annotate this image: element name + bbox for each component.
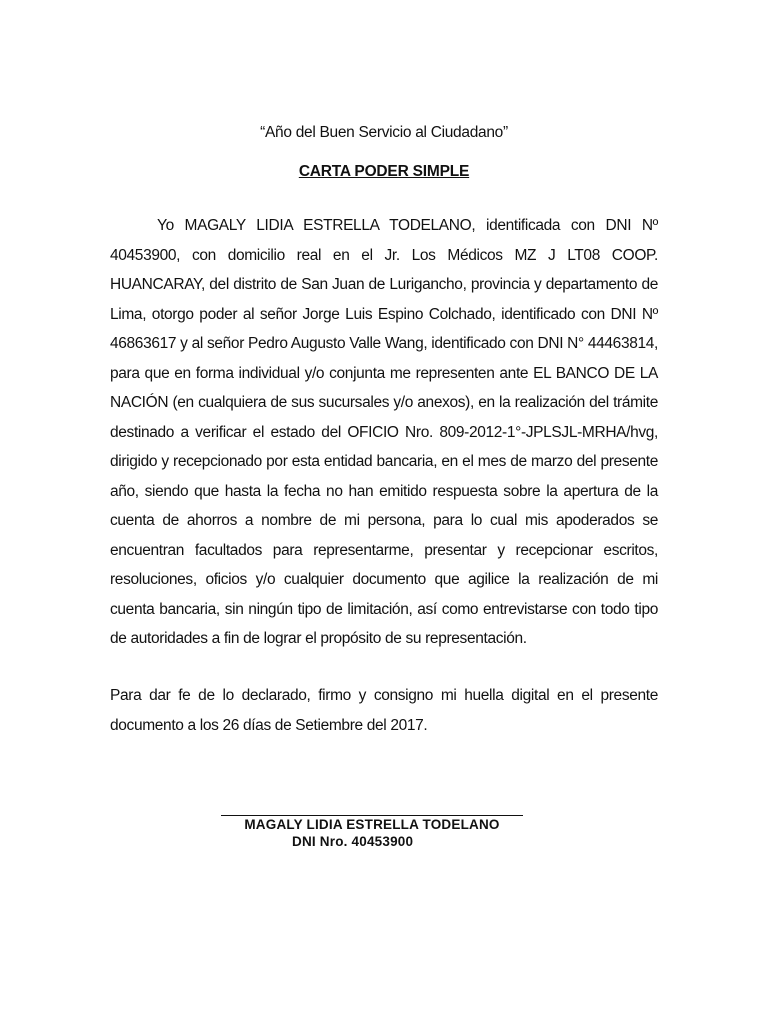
closing-paragraph — [110, 681, 658, 740]
body-line: encuentran facultados para representarme, presentar y recepcionar escritos, — [110, 541, 658, 559]
body-line: Yo MAGALY LIDIA ESTRELLA TODELANO, identificada con DNI Nº — [157, 217, 658, 234]
body-line: cuenta de ahorros a nombre de mi persona, para lo cual mis apoderados se — [110, 512, 658, 529]
body-line: dirigido y recepcionado por esta entidad bancaria, en el mes de marzo del presente — [110, 453, 658, 470]
body-line: cuenta bancaria, sin ningún tipo de limitación, así como entrevistarse con todo tipo — [110, 600, 658, 618]
body-line: HUANCARAY, del distrito de San Juan de Lurigancho, provincia y departamento de — [110, 276, 658, 293]
signature-line — [221, 815, 523, 816]
closing-line: Para dar fe de lo declarado, firmo y consigno mi huella digital en el presente — [110, 687, 658, 704]
body-line: para que en forma individual y/o conjunta me representen ante EL BANCO DE LA — [110, 364, 658, 382]
body-line: destinado a verificar el estado del OFICIO Nro. 809-2012-1°-JPLSJL-MRHA/hvg, — [110, 423, 658, 441]
body-line: 40453900, con domicilio real en el Jr. Los Médicos MZ J LT08 COOP. — [110, 246, 658, 264]
body-line: resoluciones, oficios y/o cualquier documento que agilice la realización de mi — [110, 571, 658, 588]
document-title: CARTA PODER SIMPLE — [298, 163, 470, 180]
closing-line: documento a los 26 días de Setiembre del 2017. — [110, 716, 428, 734]
signature-dni: DNI Nro. 40453900 — [292, 834, 414, 849]
document-motto: “Año del Buen Servicio al Ciudadano” — [260, 124, 508, 141]
body-line: de autoridades a fin de lograr el propósito de su representación. — [110, 630, 527, 647]
body-line: año, siendo que hasta la fecha no han emitido respuesta sobre la apertura de la — [110, 482, 658, 500]
body-paragraph — [110, 211, 658, 654]
body-line: NACIÓN (en cualquiera de sus sucursales y/o anexos), en la realización del trámite — [110, 394, 658, 411]
body-line: Lima, otorgo poder al señor Jorge Luis Espino Colchado, identificado con DNI Nº — [110, 305, 658, 323]
signature-name: MAGALY LIDIA ESTRELLA TODELANO — [244, 817, 500, 832]
body-line: 46863617 y al señor Pedro Augusto Valle Wang, identificado con DNI N° 44463814, — [110, 335, 658, 352]
